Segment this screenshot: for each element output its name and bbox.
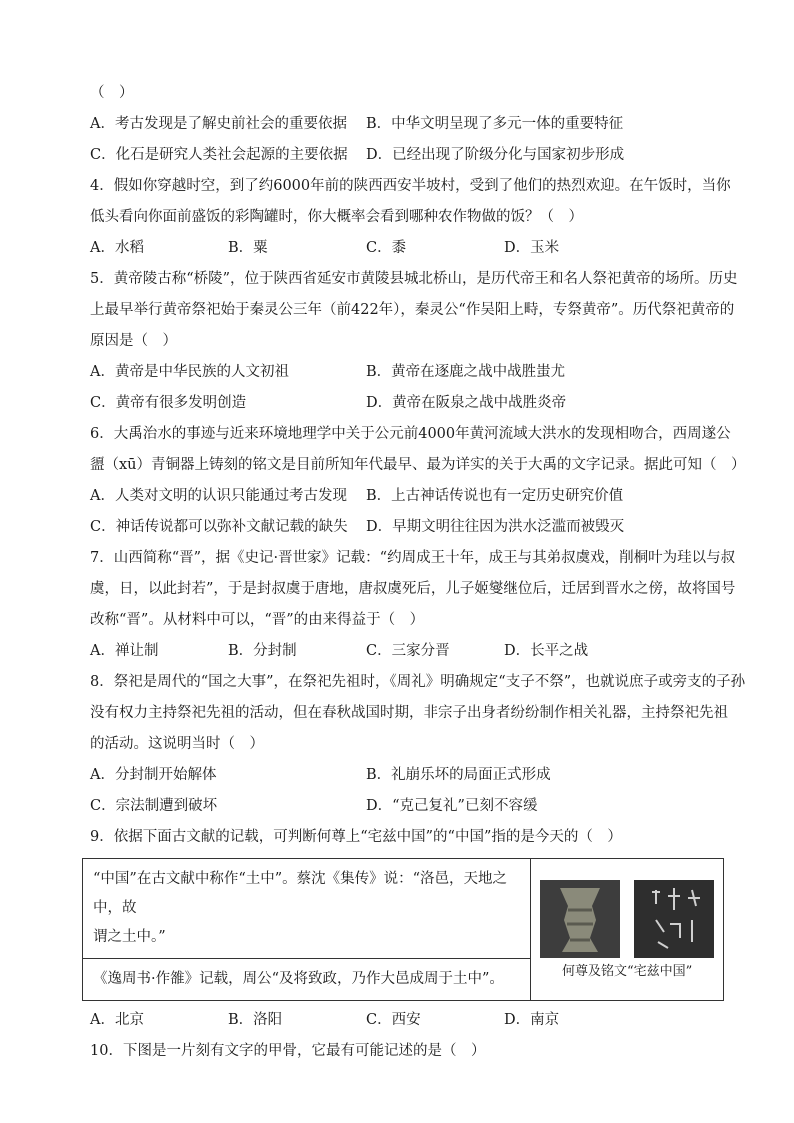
q7-stem-line1: 7．山西简称“晋”，据《史记·晋世家》记载：“约周成王十年，成王与其弟叔虞戏，削桐叶为珪以与叔 xyxy=(90,550,736,566)
q3-options-row1 xyxy=(90,109,714,140)
q5-stem-line2: 上最早举行黄帝祭祀始于秦灵公三年（前422年），秦灵公“作吴阳上畤，专祭黄帝”。历代祭祀黄帝的 xyxy=(90,302,735,318)
q5-stem-line1: 5．黄帝陵古称“桥陵”，位于陕西省延安市黄陵县城北桥山，是历代帝王和名人祭祀黄帝的场所。历史 xyxy=(90,271,738,287)
q9-option-a[interactable]: A．北京 xyxy=(90,1012,144,1028)
q5-option-b[interactable]: B．黄帝在逐鹿之战中战胜蚩尤 xyxy=(366,364,566,380)
q8-stem-line1: 8．祭祀是周代的“国之大事”，在祭祀先祖时，《周礼》明确规定“支子不祭”，也就说庶子或旁支的子孙 xyxy=(90,674,746,690)
q6-option-b[interactable]: B．上古神话传说也有一定历史研究价值 xyxy=(366,488,624,504)
q5-option-d[interactable]: D．黄帝在阪泉之战中战胜炎帝 xyxy=(366,395,567,411)
q7-stem-line2: 虞，日，以此封若”，于是封叔虞于唐地，唐叔虞死后，儿子姬燮继位后，迁居到晋水之傍，故将国号 xyxy=(90,581,736,597)
q6-stem-line1: 6．大禹治水的事迹与近来环境地理学中关于公元前4000年黄河流域大洪水的发现相吻合，西周遂公 xyxy=(90,426,731,442)
q3-option-b[interactable]: B．中华文明呈现了多元一体的重要特征 xyxy=(366,116,624,132)
q3-option-a[interactable]: A．考古发现是了解史前社会的重要依据 xyxy=(90,116,347,132)
q4-option-a[interactable]: A．水稻 xyxy=(90,240,144,256)
q6-stem-line2: 盨（xū）青铜器上铸刻的铭文是目前所知年代最早、最为详实的关于大禹的文字记录。据此可知（ ） xyxy=(90,457,746,473)
q4-option-b[interactable]: B．粟 xyxy=(228,240,268,256)
q9-material-row2: 《逸周书·作雒》记载，周公“及将致政，乃作大邑成周于土中”。 xyxy=(83,959,531,1001)
q7-option-c[interactable]: C．三家分晋 xyxy=(366,643,450,659)
q9-options xyxy=(90,1005,714,1036)
q8-option-a[interactable]: A．分封制开始解体 xyxy=(90,767,217,783)
q6-options-row2 xyxy=(90,512,714,543)
q9-material-row1 xyxy=(83,859,531,959)
q5-option-a[interactable]: A．黄帝是中华民族的人文初祖 xyxy=(90,364,289,380)
q3-option-d[interactable]: D．已经出现了阶级分化与国家初步形成 xyxy=(366,147,625,163)
q9-stem: 9．依据下面古文献的记载，可判断何尊上“宅兹中国”的“中国”指的是今天的（ ） xyxy=(90,829,622,845)
q7-option-a[interactable]: A．禅让制 xyxy=(90,643,159,659)
q5-stem-line3: 原因是（ ） xyxy=(90,333,177,349)
q10-stem: 10．下图是一片刻有文字的甲骨，它最有可能记述的是（ ） xyxy=(90,1043,486,1059)
q4-option-d[interactable]: D．玉米 xyxy=(504,240,560,256)
q3-options-row2 xyxy=(90,140,714,171)
q8-option-c[interactable]: C．宗法制遭到破坏 xyxy=(90,798,218,814)
q8-option-b[interactable]: B．礼崩乐坏的局面正式形成 xyxy=(366,767,551,783)
q4-option-c[interactable]: C．黍 xyxy=(366,240,407,256)
q5-option-c[interactable]: C．黄帝有很多发明创造 xyxy=(90,395,247,411)
q7-stem-line3: 改称“晋”。从材料中可以，“晋”的由来得益于（ ） xyxy=(90,612,425,628)
q9-material-row1-line2: 谓之土中。” xyxy=(93,929,166,945)
q5-options-row1 xyxy=(90,357,714,388)
q6-option-a[interactable]: A．人类对文明的认识只能通过考古发现 xyxy=(90,488,347,504)
inscription-rubbing-image xyxy=(634,880,714,958)
q9-image-cell xyxy=(531,859,724,1001)
q6-option-c[interactable]: C．神话传说都可以弥补文献记载的缺失 xyxy=(90,519,348,535)
q9-image-caption: 何尊及铭文“宅兹中国” xyxy=(561,963,693,979)
q9-option-b[interactable]: B．洛阳 xyxy=(228,1012,283,1028)
he-zun-bronze-image xyxy=(540,880,620,958)
q6-options-row1 xyxy=(90,481,714,512)
q8-options-row1 xyxy=(90,760,714,791)
q7-option-b[interactable]: B．分封制 xyxy=(228,643,297,659)
answer-blank: （ ） xyxy=(90,85,134,101)
q9-material-row1-line1: “中国”在古文献中称作“土中”。蔡沈《集传》说：“洛邑，天地之中，故 xyxy=(93,871,508,916)
q7-options xyxy=(90,636,714,667)
q7-option-d[interactable]: D．长平之战 xyxy=(504,643,589,659)
q8-stem-line2: 没有权力主持祭祀先祖的活动，但在春秋战国时期，非宗子出身者纷纷制作相关礼器，主持祭祀先祖 xyxy=(90,705,728,721)
q8-option-d[interactable]: D．“克己复礼”已刻不容缓 xyxy=(366,798,538,814)
q4-options xyxy=(90,233,714,264)
q5-options-row2 xyxy=(90,388,714,419)
q8-options-row2 xyxy=(90,791,714,822)
q4-stem-line1: 4．假如你穿越时空，到了约6000年前的陕西西安半坡村，受到了他们的热烈欢迎。在午饭时，当你 xyxy=(90,178,731,194)
q8-stem-line3: 的活动。这说明当时（ ） xyxy=(90,736,264,752)
q9-option-c[interactable]: C．西安 xyxy=(366,1012,421,1028)
q9-option-d[interactable]: D．南京 xyxy=(504,1012,560,1028)
q4-stem-line2: 低头看向你面前盛饭的彩陶罐时，你大概率会看到哪种农作物做的饭？（ ） xyxy=(90,209,583,225)
q3-option-c[interactable]: C．化石是研究人类社会起源的主要依据 xyxy=(90,147,348,163)
q6-option-d[interactable]: D．早期文明往往因为洪水泛滥而被毁灭 xyxy=(366,519,625,535)
q9-material-table xyxy=(82,858,724,1001)
exam-page xyxy=(90,78,746,1067)
